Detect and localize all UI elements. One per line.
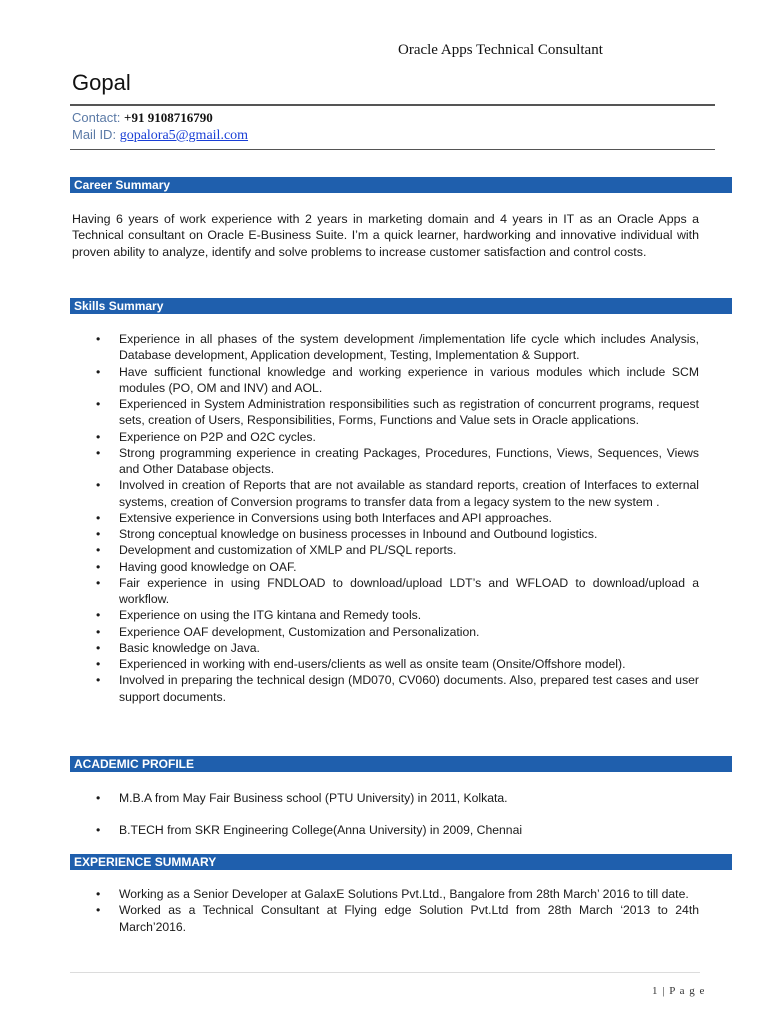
divider (70, 104, 715, 106)
academic-list (72, 790, 699, 806)
list-item: • Basic knowledge on Java. (72, 640, 699, 656)
list-item: • Strong programming experience in creating Packages, Procedures, Functions, Views, Sequences, Views and Other Database objects. (72, 445, 699, 478)
list-item: • Having good knowledge on OAF. (72, 559, 699, 575)
mail-line (72, 127, 248, 144)
list-item: • Involved in preparing the technical design (MD070, CV060) documents. Also, prepared test cases and user support documents. (72, 672, 699, 705)
list-item: • Experienced in System Administration responsibilities such as registration of concurrent programs, request sets, creation of Users, Responsibilities, Forms, Functions and Value sets in Oracle applications. (72, 396, 699, 429)
contact-line (72, 110, 213, 126)
list-item: • Experience OAF development, Customization and Personalization. (72, 624, 699, 640)
skills-list (72, 331, 699, 705)
candidate-name: Gopal (72, 70, 131, 95)
list-item: • Involved in creation of Reports that are not available as standard reports, creation of Interfaces to external systems, creation of Conversion programs to transfer data from a legacy system to the new system . (72, 477, 699, 510)
experience-list (72, 886, 699, 935)
contact-label: Contact: (72, 110, 121, 125)
academic-list (72, 822, 699, 838)
academic-profile-heading: ACADEMIC PROFILE (70, 756, 732, 772)
list-item: • Experience on using the ITG kintana and Remedy tools. (72, 607, 699, 623)
career-summary-text: Having 6 years of work experience with 2 years in marketing domain and 4 years in IT as an Oracle Apps a Technical consultant on Oracle E-Business Suite. I’m a quick learner, hardworking and innovative individual with proven ability to analyze, identify and solve problems to increase customer satisfaction and control costs. (72, 212, 699, 259)
list-item: • Fair experience in using FNDLOAD to download/upload LDT’s and WFLOAD to download/upload a workflow. (72, 575, 699, 608)
list-item: • Extensive experience in Conversions using both Interfaces and API approaches. (72, 510, 699, 526)
skills-summary-heading: Skills Summary (70, 298, 732, 314)
header-job-title: Oracle Apps Technical Consultant (398, 42, 603, 58)
page-number: 1 | P a g e (652, 985, 706, 997)
mail-label: Mail ID: (72, 127, 117, 142)
list-item: • Experience on P2P and O2C cycles. (72, 429, 699, 445)
list-item: • Experienced in working with end-users/clients as well as onsite team (Onsite/Offshore model). (72, 656, 699, 672)
footer-divider (70, 972, 700, 973)
list-item: • Experience in all phases of the system development /implementation life cycle which includes Analysis, Database development, Application development, Testing, Implementation & Support. (72, 331, 699, 364)
list-item: • Worked as a Technical Consultant at Flying edge Solution Pvt.Ltd from 28th March ‘2013 to 24th March’2016. (72, 902, 699, 935)
career-summary-heading: Career Summary (70, 177, 732, 193)
phone-number: +91 9108716790 (124, 110, 213, 125)
list-item: • Working as a Senior Developer at GalaxE Solutions Pvt.Ltd., Bangalore from 28th March’ 2016 to till date. (72, 886, 699, 902)
list-item: • B.TECH from SKR Engineering College(Anna University) in 2009, Chennai (72, 822, 699, 838)
list-item: • Have sufficient functional knowledge and working experience in various modules which include SCM modules (PO, OM and INV) and AOL. (72, 364, 699, 397)
divider (70, 149, 715, 150)
list-item: • Development and customization of XMLP and PL/SQL reports. (72, 542, 699, 558)
list-item: • M.B.A from May Fair Business school (PTU University) in 2011, Kolkata. (72, 790, 699, 806)
experience-summary-heading: EXPERIENCE SUMMARY (70, 854, 732, 870)
email-link[interactable]: gopalora5@gmail.com (119, 128, 249, 143)
list-item: • Strong conceptual knowledge on business processes in Inbound and Outbound logistics. (72, 526, 699, 542)
